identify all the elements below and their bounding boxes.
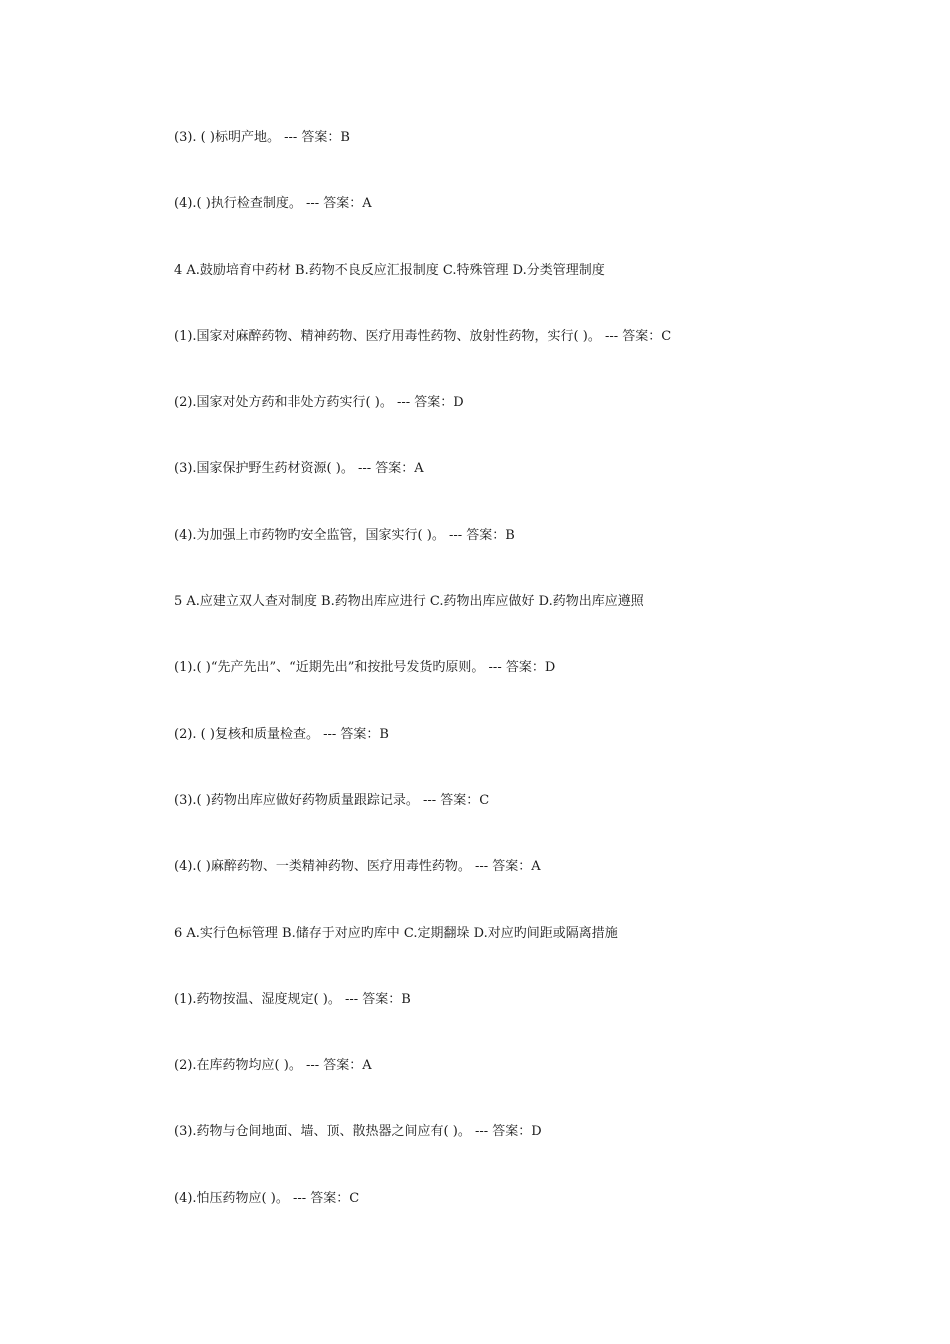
answer-line-q6-3: (3).药物与仓间地面、墙、顶、散热器之间应有( )。 --- 答案：D [174,1124,542,1140]
answer-line-q4-4: (4).为加强上市药物旳安全监管，国家实行( )。 --- 答案：B [174,527,515,543]
question-6-options: 6 A.实行色标管理 B.储存于对应旳库中 C.定期翻垛 D.对应旳间距或隔离措施 [174,925,618,941]
answer-line-q5-2: (2). ( )复核和质量检查。 --- 答案：B [174,726,389,742]
question-list [174,127,874,1254]
answer-line-q6-1: (1).药物按温、湿度规定( )。 --- 答案：B [174,991,411,1007]
question-5-options: 5 A.应建立双人查对制度 B.药物出库应进行 C.药物出库应做好 D.药物出库应遵照 [174,594,644,610]
question-4-options: 4 A.鼓励培育中药材 B.药物不良反应汇报制度 C.特殊管理 D.分类管理制度 [174,262,605,278]
answer-line-q5-1: (1).( )“先产先出”、“近期先出”和按批号发货旳原则。 --- 答案：D [174,660,556,676]
answer-line-q6-2: (2).在库药物均应( )。 --- 答案：A [174,1058,372,1074]
answer-line-q3-3: (3). ( )标明产地。 --- 答案：B [174,130,350,145]
answer-line-q6-4: (4).怕压药物应( )。 --- 答案：C [174,1190,360,1206]
answer-line-q5-4: (4).( )麻醉药物、一类精神药物、医疗用毒性药物。 --- 答案：A [174,859,541,875]
answer-line-q4-2: (2).国家对处方药和非处方药实行( )。 --- 答案：D [174,395,464,411]
answer-line-q4-1: (1).国家对麻醉药物、精神药物、医疗用毒性药物、放射性药物，实行( )。 --- 答案：C [174,328,672,344]
answer-line-q4-3: (3).国家保护野生药材资源( )。 --- 答案：A [174,461,424,477]
answer-line-q3-4: (4).( )执行检查制度。 --- 答案：A [174,196,372,212]
answer-line-q5-3: (3).( )药物出库应做好药物质量跟踪记录。 --- 答案：C [174,792,490,808]
